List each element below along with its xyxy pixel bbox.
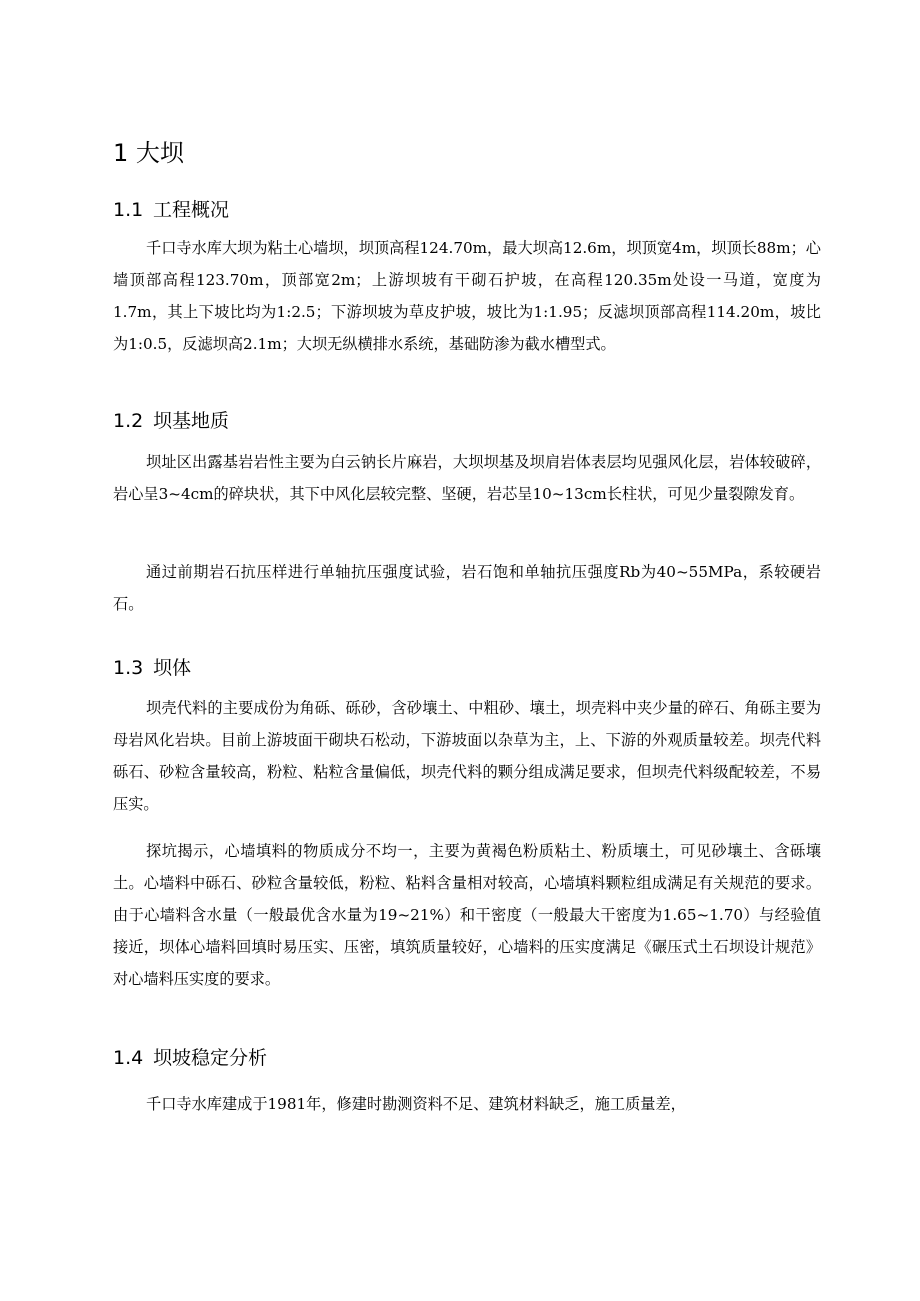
paragraph-foundation-geology-1: 坝址区出露基岩岩性主要为白云钠长片麻岩，大坝坝基及坝肩岩体表层均见强风化层，岩体较破碎，岩心呈3~4cm的碎块状，其下中风化层较完整、坚硬，岩芯呈10~13cm长柱状，可见少量裂隙发育。 xyxy=(113,453,821,503)
paragraph-dam-body-1: 坝壳代料的主要成份为角砾、砾砂，含砂壤土、中粗砂、壤土，坝壳料中夹少量的碎石、角砾主要为母岩风化岩块。目前上游坡面干砌块石松动，下游坡面以杂草为主，上、下游的外观质量较差。坝壳代料砾石、砂粒含量较高，粉粒、粘粒含量偏低，坝壳代料的颗分组成满足要求，但坝壳代料级配较差，不易压实。 xyxy=(113,699,821,813)
section-number: 1.2 xyxy=(113,410,144,432)
paragraph-project-overview: 千口寺水库大坝为粘土心墙坝，坝顶高程124.70m，最大坝高12.6m，坝顶宽4m，坝顶长88m；心墙顶部高程123.70m，顶部宽2m；上游坝坡有干砌石护坡，在高程120.35m处设一马道，宽度为1.7m，其上下坡比均为1:2.5；下游坝坡为草皮护坡，坡比为1:1.95；反滤坝顶部高程114.20m，坡比为1:0.5，反滤坝高2.1m；大坝无纵横排水系统，基础防渗为截水槽型式。 xyxy=(113,239,821,353)
section-heading-1-4 xyxy=(113,1044,267,1072)
section-number: 1.3 xyxy=(113,657,144,679)
section-title: 坝坡稳定分析 xyxy=(153,1047,268,1069)
section-heading-1-3 xyxy=(113,654,191,682)
section-number: 1.1 xyxy=(113,199,144,221)
chapter-heading: 1 大坝 xyxy=(113,139,184,167)
section-number: 1.4 xyxy=(113,1047,144,1069)
paragraph-slope-stability: 千口寺水库建成于1981年，修建时勘测资料不足、建筑材料缺乏，施工质量差， xyxy=(146,1095,686,1113)
section-heading-1-1 xyxy=(113,196,229,224)
section-title: 坝体 xyxy=(153,657,192,679)
section-heading-1-2 xyxy=(113,407,229,435)
section-title: 坝基地质 xyxy=(153,410,230,432)
paragraph-dam-body-2: 探坑揭示，心墙填料的物质成分不均一，主要为黄褐色粉质粘土、粉质壤土，可见砂壤土、含砾壤土。心墙料中砾石、砂粒含量较低，粉粒、粘料含量相对较高，心墙填料颗粒组成满足有关规范的要求。由于心墙料含水量（一般最优含水量为19~21%）和干密度（一般最大干密度为1.65~1.70）与经验值接近，坝体心墙料回填时易压实、压密，填筑质量较好，心墙料的压实度满足《碾压式土石坝设计规范》对心墙料压实度的要求。 xyxy=(113,842,821,988)
paragraph-foundation-geology-2: 通过前期岩石抗压样进行单轴抗压强度试验，岩石饱和单轴抗压强度Rb为40~55MPa，系较硬岩石。 xyxy=(113,563,821,613)
section-title: 工程概况 xyxy=(153,199,230,221)
